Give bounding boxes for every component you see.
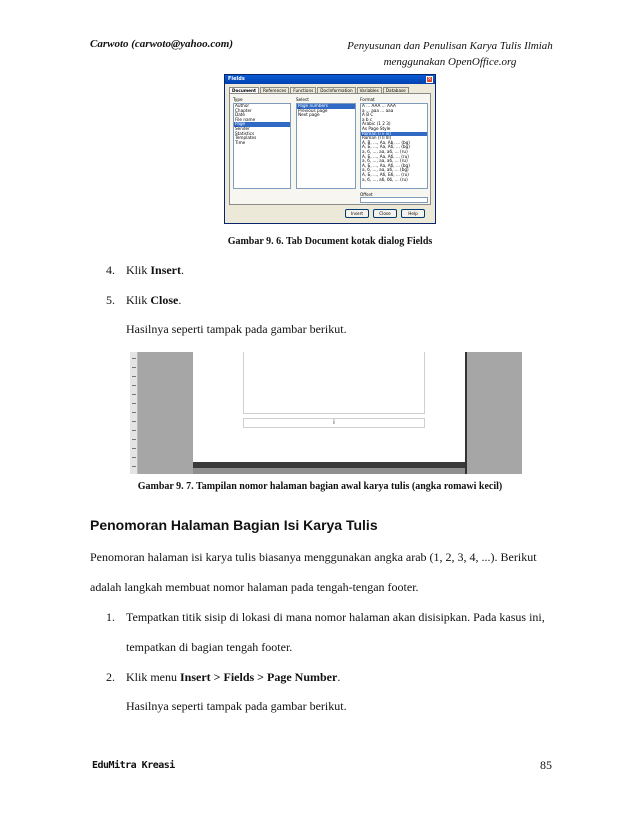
ruler-tick (132, 358, 136, 359)
footer-page-number: i (333, 419, 335, 426)
format-listbox[interactable] (360, 103, 428, 189)
select-list-item[interactable]: Next page (298, 112, 320, 118)
type-list-item[interactable]: Date (235, 112, 246, 118)
vertical-ruler (130, 352, 138, 474)
running-header-author: Carwoto (carwoto@yahoo.com) (90, 38, 233, 50)
select-list-item[interactable]: Previous page (298, 107, 328, 113)
format-list-item[interactable]: A ... AAA ... AAA (362, 103, 396, 108)
type-list-item[interactable]: Chapter (235, 107, 252, 113)
ruler-tick (132, 448, 136, 449)
format-list-item[interactable]: Arabic (1 2 3) (362, 121, 391, 127)
list-item-suffix: . (178, 293, 182, 307)
list-item-bold: Insert > Fields > Page Number (180, 670, 338, 684)
type-listbox[interactable] (233, 103, 291, 189)
list-item-text-line1: Tempatkan titik sisip di lokasi di mana nomor halaman akan disisipkan. Pada kasus ini, (126, 610, 545, 624)
tab-docinformation[interactable]: DocInformation (317, 87, 355, 93)
figure-caption-9-7: Gambar 9. 7. Tampilan nomor halaman bagian awal karya tulis (angka romawi kecil) (137, 481, 503, 492)
page-footer[interactable] (243, 418, 425, 428)
ruler-tick (132, 430, 136, 431)
format-list-item[interactable]: a, б, ..., aa, aб, ... (ru) (362, 148, 408, 154)
ruler-tick (132, 412, 136, 413)
format-list-item[interactable]: A B C (362, 112, 374, 118)
tab-references[interactable]: References (260, 87, 289, 93)
ruler-tick (132, 367, 136, 368)
list-item-text (126, 670, 340, 685)
format-list-item[interactable]: a ... aaa ... aaa (362, 107, 394, 113)
dialog-title-bar: Fields (225, 75, 435, 84)
offset-label: Offset (360, 192, 373, 197)
offset-input[interactable] (360, 197, 428, 203)
close-button[interactable]: Close (373, 209, 397, 218)
format-list-item[interactable]: a b c (362, 116, 373, 122)
list-item-bold: Close (150, 293, 179, 307)
format-list-item[interactable]: A, Б, ..., Aa, Aб, ... (ru) (362, 153, 409, 159)
running-header-title-line2: menggunakan OpenOffice.org (383, 56, 517, 68)
ruler-tick (132, 466, 136, 467)
ruler-tick (132, 376, 136, 377)
format-list-item[interactable]: Roman (I II III) (362, 135, 392, 141)
page-number: 85 (540, 758, 552, 772)
select-list-item[interactable]: Page numbers (297, 104, 355, 109)
tab-database[interactable]: Database (383, 87, 409, 93)
format-list-item[interactable]: a, б, ..., aa, aб, ... (bg) (362, 167, 409, 173)
type-list-item[interactable]: Author (235, 103, 250, 108)
type-label: Type (233, 97, 243, 102)
ruler-tick (132, 421, 136, 422)
paragraph-line: adalah langkah membuat nomor halaman pada tengah-tengan footer. (90, 580, 419, 594)
format-list-item[interactable]: A, Б, ..., Аб, Бб, ... (ru) (362, 171, 409, 177)
list-item-prefix: Klik (126, 263, 151, 277)
list-item-text (126, 293, 181, 308)
help-button[interactable]: Help (401, 209, 425, 218)
format-list-item[interactable]: A, B, ..., Aa, Ab, ... (bg) (362, 139, 410, 145)
list-item-number: 5. (106, 293, 115, 307)
left-margin-area (138, 352, 193, 474)
list-item-text-line2: tempatkan di bagian tengah footer. (126, 640, 293, 654)
result-text: Hasilnya seperti tampak pada gambar berikut. (126, 322, 347, 336)
document-page (193, 352, 465, 462)
page-body-boundary (243, 352, 425, 414)
list-item-number: 4. (106, 263, 115, 277)
fields-dialog-figure (224, 74, 436, 224)
ruler-tick (132, 385, 136, 386)
running-header-title-line1: Penyusunan dan Penulisan Karya Tulis Ilmiah (347, 40, 553, 52)
list-item-prefix: Klik (126, 293, 151, 307)
format-list-item[interactable]: Roman (i ii iii) (361, 132, 427, 137)
format-list-item[interactable]: A, Б, ..., Аа, Аб, ... (bg) (362, 144, 410, 150)
type-list-item[interactable]: File name (235, 116, 256, 122)
format-list-item[interactable]: a, б, ..., aa, aб, ... (ru) (362, 158, 408, 164)
type-list-item[interactable]: Sender (235, 125, 250, 131)
figure-caption-9-6: Gambar 9. 6. Tab Document kotak dialog Fields (227, 236, 433, 247)
close-icon[interactable]: × (427, 76, 432, 82)
format-label: Format (360, 97, 375, 102)
type-list-item[interactable]: Templates (235, 135, 257, 141)
type-list-item[interactable]: Page (234, 122, 290, 127)
dialog-tab-panel (229, 93, 431, 205)
running-header-title (330, 38, 570, 70)
select-listbox[interactable] (296, 103, 356, 189)
type-list-item[interactable]: Statistics (235, 130, 255, 136)
list-item-bold: Insert (150, 263, 182, 277)
section-heading: Penomoran Halaman Bagian Isi Karya Tulis (90, 517, 378, 533)
format-list-item[interactable]: a, б, ..., aб, бб, ... (ru) (362, 176, 408, 182)
select-label: Select (296, 97, 309, 102)
insert-button[interactable]: Insert (345, 209, 369, 218)
list-item-number: 2. (106, 670, 115, 684)
ruler-tick (132, 394, 136, 395)
list-item-suffix: . (337, 670, 341, 684)
tab-document[interactable]: Document (229, 87, 259, 93)
type-list-item[interactable]: Time (235, 139, 246, 145)
publisher-logo: EduMitra Kreasi (92, 760, 175, 771)
list-item-number: 1. (106, 610, 115, 624)
paragraph-line: Penomoran halaman isi karya tulis biasanya menggunakan angka arab (1, 2, 3, 4, ...). Berikut (90, 550, 537, 564)
page-bottom-edge (193, 462, 465, 468)
list-item-suffix: . (181, 263, 185, 277)
tab-functions[interactable]: Functions (290, 87, 316, 93)
format-list-item[interactable]: A, Б, ..., Aa, Aб, ... (bg) (362, 162, 410, 168)
ruler-tick (132, 457, 136, 458)
ruler-tick (132, 403, 136, 404)
list-item-prefix: Klik menu (126, 670, 180, 684)
ruler-tick (132, 439, 136, 440)
result-text: Hasilnya seperti tampak pada gambar berikut. (126, 699, 347, 713)
page-preview-figure (130, 352, 522, 474)
list-item-text (126, 263, 184, 278)
format-list-item[interactable]: As Page Style (362, 125, 391, 131)
tab-variables[interactable]: Variables (357, 87, 382, 93)
right-margin-area (465, 352, 522, 474)
